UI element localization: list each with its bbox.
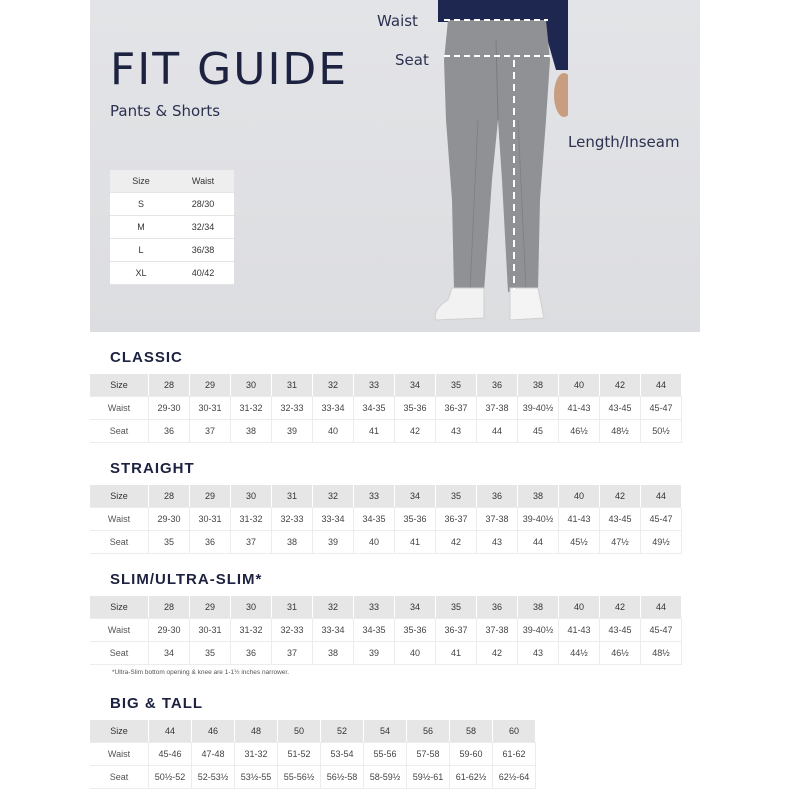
table-cell: 42: [600, 485, 641, 508]
table-cell: 32/34: [172, 216, 234, 239]
table-cell: 40: [559, 596, 600, 619]
table-cell: 31: [272, 596, 313, 619]
table-cell: M: [110, 216, 172, 239]
table-cell: 32-33: [272, 508, 313, 531]
slim-size-table: [90, 596, 682, 665]
row-label-cell: Seat: [90, 642, 149, 665]
table-cell: 34-35: [354, 619, 395, 642]
table-cell: 44: [641, 596, 682, 619]
table-cell: 52-53½: [192, 766, 235, 789]
table-cell: 34: [149, 642, 190, 665]
table-cell: 45-47: [641, 397, 682, 420]
table-cell: 58: [450, 720, 493, 743]
table-cell: 31-32: [231, 619, 272, 642]
table-cell: 36: [477, 374, 518, 397]
table-cell: 42: [477, 642, 518, 665]
table-cell: 37: [272, 642, 313, 665]
table-row: [90, 485, 682, 508]
table-cell: 29-30: [149, 619, 190, 642]
table-cell: 41: [354, 420, 395, 443]
table-cell: 33: [354, 596, 395, 619]
table-cell: 44: [149, 720, 192, 743]
table-cell: 35-36: [395, 397, 436, 420]
row-label-cell: Waist: [90, 619, 149, 642]
ultra-slim-note: *Ultra-Slim bottom opening & knee are 1-1½ inches narrower.: [112, 669, 290, 676]
table-cell: 40: [313, 420, 354, 443]
row-label-cell: Size: [90, 720, 149, 743]
table-cell: 51-52: [278, 743, 321, 766]
table-cell: 38: [231, 420, 272, 443]
table-cell: 45: [518, 420, 559, 443]
table-cell: 53-54: [321, 743, 364, 766]
table-cell: 29: [190, 374, 231, 397]
table-cell: 39-40½: [518, 508, 559, 531]
table-cell: 52: [321, 720, 364, 743]
row-label-cell: Waist: [90, 508, 149, 531]
table-cell: 32-33: [272, 397, 313, 420]
table-row: [110, 239, 234, 262]
table-cell: 55-56½: [278, 766, 321, 789]
table-cell: 37: [190, 420, 231, 443]
table-cell: 37-38: [477, 397, 518, 420]
table-cell: 32: [313, 596, 354, 619]
table-cell: 47½: [600, 531, 641, 554]
row-label-cell: Seat: [90, 766, 149, 789]
table-cell: 49½: [641, 531, 682, 554]
table-cell: 35: [190, 642, 231, 665]
table-cell: 36: [149, 420, 190, 443]
table-cell: 50½-52: [149, 766, 192, 789]
straight-size-table: [90, 485, 682, 554]
table-row: [90, 596, 682, 619]
table-cell: 33-34: [313, 397, 354, 420]
table-cell: 36: [231, 642, 272, 665]
table-cell: 31-32: [231, 508, 272, 531]
table-cell: 44: [518, 531, 559, 554]
table-cell: 36: [190, 531, 231, 554]
basic-size-table: [110, 170, 234, 285]
table-cell: 40: [395, 642, 436, 665]
table-cell: 31: [272, 374, 313, 397]
table-cell: 62½-64: [493, 766, 536, 789]
table-cell: 35-36: [395, 619, 436, 642]
table-cell: 33-34: [313, 619, 354, 642]
table-row: [90, 374, 682, 397]
table-row: [90, 642, 682, 665]
table-cell: 43-45: [600, 619, 641, 642]
table-cell: 34: [395, 596, 436, 619]
table-cell: 29: [190, 596, 231, 619]
table-cell: 48½: [641, 642, 682, 665]
table-cell: 28: [149, 596, 190, 619]
row-label-cell: Size: [90, 374, 149, 397]
table-cell: 33: [354, 374, 395, 397]
table-cell: 39: [313, 531, 354, 554]
row-label-cell: Size: [90, 485, 149, 508]
classic-title: CLASSIC: [110, 349, 183, 366]
table-cell: 42: [600, 374, 641, 397]
table-cell: 55-56: [364, 743, 407, 766]
table-cell: 34: [395, 374, 436, 397]
table-row: [110, 262, 234, 285]
table-cell: 44: [641, 485, 682, 508]
table-cell: 38: [313, 642, 354, 665]
table-cell: 43: [518, 642, 559, 665]
table-cell: 50½: [641, 420, 682, 443]
table-cell: 32-33: [272, 619, 313, 642]
table-cell: 54: [364, 720, 407, 743]
table-cell: 48: [235, 720, 278, 743]
table-cell: 38: [272, 531, 313, 554]
table-cell: 40: [354, 531, 395, 554]
table-cell: 39: [354, 642, 395, 665]
table-cell: 36-37: [436, 619, 477, 642]
table-cell: 58-59½: [364, 766, 407, 789]
table-cell: 36/38: [172, 239, 234, 262]
table-cell: 29: [190, 485, 231, 508]
table-cell: 35: [436, 596, 477, 619]
table-cell: 29-30: [149, 397, 190, 420]
row-label-cell: Size: [90, 596, 149, 619]
table-cell: 32: [313, 374, 354, 397]
table-row: [90, 397, 682, 420]
table-cell: 39-40½: [518, 397, 559, 420]
table-cell: 30: [231, 596, 272, 619]
table-cell: 37: [231, 531, 272, 554]
model-pants-illustration: [418, 0, 568, 332]
table-cell: 43-45: [600, 508, 641, 531]
table-row: [90, 508, 682, 531]
table-cell: 28: [149, 485, 190, 508]
table-row: [90, 531, 682, 554]
table-cell: 39-40½: [518, 619, 559, 642]
table-cell: 36: [477, 596, 518, 619]
table-row: [90, 619, 682, 642]
table-cell: 41-43: [559, 397, 600, 420]
table-cell: 50: [278, 720, 321, 743]
table-cell: 35: [436, 485, 477, 508]
table-cell: 45-46: [149, 743, 192, 766]
table-cell: 42: [600, 596, 641, 619]
table-cell: 53½-55: [235, 766, 278, 789]
table-cell: 39: [272, 420, 313, 443]
table-row: [110, 193, 234, 216]
table-row: [90, 766, 536, 789]
table-cell: 37-38: [477, 508, 518, 531]
table-cell: 44: [477, 420, 518, 443]
table-cell: 44½: [559, 642, 600, 665]
table-cell: 46: [192, 720, 235, 743]
row-label-cell: Seat: [90, 420, 149, 443]
table-header-cell: Waist: [172, 170, 234, 193]
table-cell: 33-34: [313, 508, 354, 531]
table-row: [90, 743, 536, 766]
table-cell: 36: [477, 485, 518, 508]
table-cell: 31-32: [235, 743, 278, 766]
table-cell: 36-37: [436, 397, 477, 420]
table-cell: 32: [313, 485, 354, 508]
table-cell: 61-62: [493, 743, 536, 766]
row-label-cell: Waist: [90, 743, 149, 766]
table-cell: 40: [559, 485, 600, 508]
waist-label: Waist: [377, 12, 418, 30]
classic-size-table: [90, 374, 682, 443]
table-cell: 40: [559, 374, 600, 397]
table-cell: 35: [149, 531, 190, 554]
seat-label: Seat: [395, 51, 429, 69]
table-cell: 59-60: [450, 743, 493, 766]
table-cell: 31: [272, 485, 313, 508]
table-cell: 38: [518, 485, 559, 508]
table-cell: 35: [436, 374, 477, 397]
bigtall-size-table: [90, 720, 536, 789]
hero-banner: [90, 0, 700, 332]
table-cell: 56: [407, 720, 450, 743]
table-cell: 43: [436, 420, 477, 443]
row-label-cell: Waist: [90, 397, 149, 420]
table-cell: XL: [110, 262, 172, 285]
table-cell: 40/42: [172, 262, 234, 285]
table-cell: 61-62½: [450, 766, 493, 789]
table-cell: 29-30: [149, 508, 190, 531]
table-cell: 41-43: [559, 619, 600, 642]
table-cell: 33: [354, 485, 395, 508]
table-cell: 41-43: [559, 508, 600, 531]
table-cell: 45-47: [641, 508, 682, 531]
row-label-cell: Seat: [90, 531, 149, 554]
table-cell: 41: [436, 642, 477, 665]
table-cell: 36-37: [436, 508, 477, 531]
table-cell: 30: [231, 485, 272, 508]
table-cell: 34-35: [354, 397, 395, 420]
table-cell: 59½-61: [407, 766, 450, 789]
table-cell: 30-31: [190, 397, 231, 420]
table-cell: 28/30: [172, 193, 234, 216]
table-cell: S: [110, 193, 172, 216]
length-inseam-label: Length/Inseam: [568, 133, 680, 151]
table-row: [110, 170, 234, 193]
table-row: [90, 720, 536, 743]
table-cell: L: [110, 239, 172, 262]
table-cell: 30-31: [190, 508, 231, 531]
table-cell: 37-38: [477, 619, 518, 642]
table-cell: 60: [493, 720, 536, 743]
table-cell: 41: [395, 531, 436, 554]
bigtall-title: BIG & TALL: [110, 695, 204, 712]
table-cell: 38: [518, 596, 559, 619]
table-cell: 42: [436, 531, 477, 554]
page-title: FIT GUIDE: [110, 44, 349, 95]
table-cell: 56½-58: [321, 766, 364, 789]
table-header-cell: Size: [110, 170, 172, 193]
table-cell: 43-45: [600, 397, 641, 420]
table-cell: 46½: [559, 420, 600, 443]
table-cell: 34-35: [354, 508, 395, 531]
table-cell: 47-48: [192, 743, 235, 766]
page-subtitle: Pants & Shorts: [110, 102, 221, 120]
table-cell: 34: [395, 485, 436, 508]
slim-title: SLIM/ULTRA-SLIM*: [110, 571, 263, 588]
table-row: [90, 420, 682, 443]
table-cell: 30: [231, 374, 272, 397]
table-cell: 45½: [559, 531, 600, 554]
table-cell: 31-32: [231, 397, 272, 420]
straight-title: STRAIGHT: [110, 460, 195, 477]
table-cell: 35-36: [395, 508, 436, 531]
table-cell: 30-31: [190, 619, 231, 642]
table-cell: 57-58: [407, 743, 450, 766]
table-row: [110, 216, 234, 239]
table-cell: 48½: [600, 420, 641, 443]
table-cell: 44: [641, 374, 682, 397]
table-cell: 45-47: [641, 619, 682, 642]
table-cell: 42: [395, 420, 436, 443]
table-cell: 46½: [600, 642, 641, 665]
table-cell: 43: [477, 531, 518, 554]
table-cell: 28: [149, 374, 190, 397]
table-cell: 38: [518, 374, 559, 397]
